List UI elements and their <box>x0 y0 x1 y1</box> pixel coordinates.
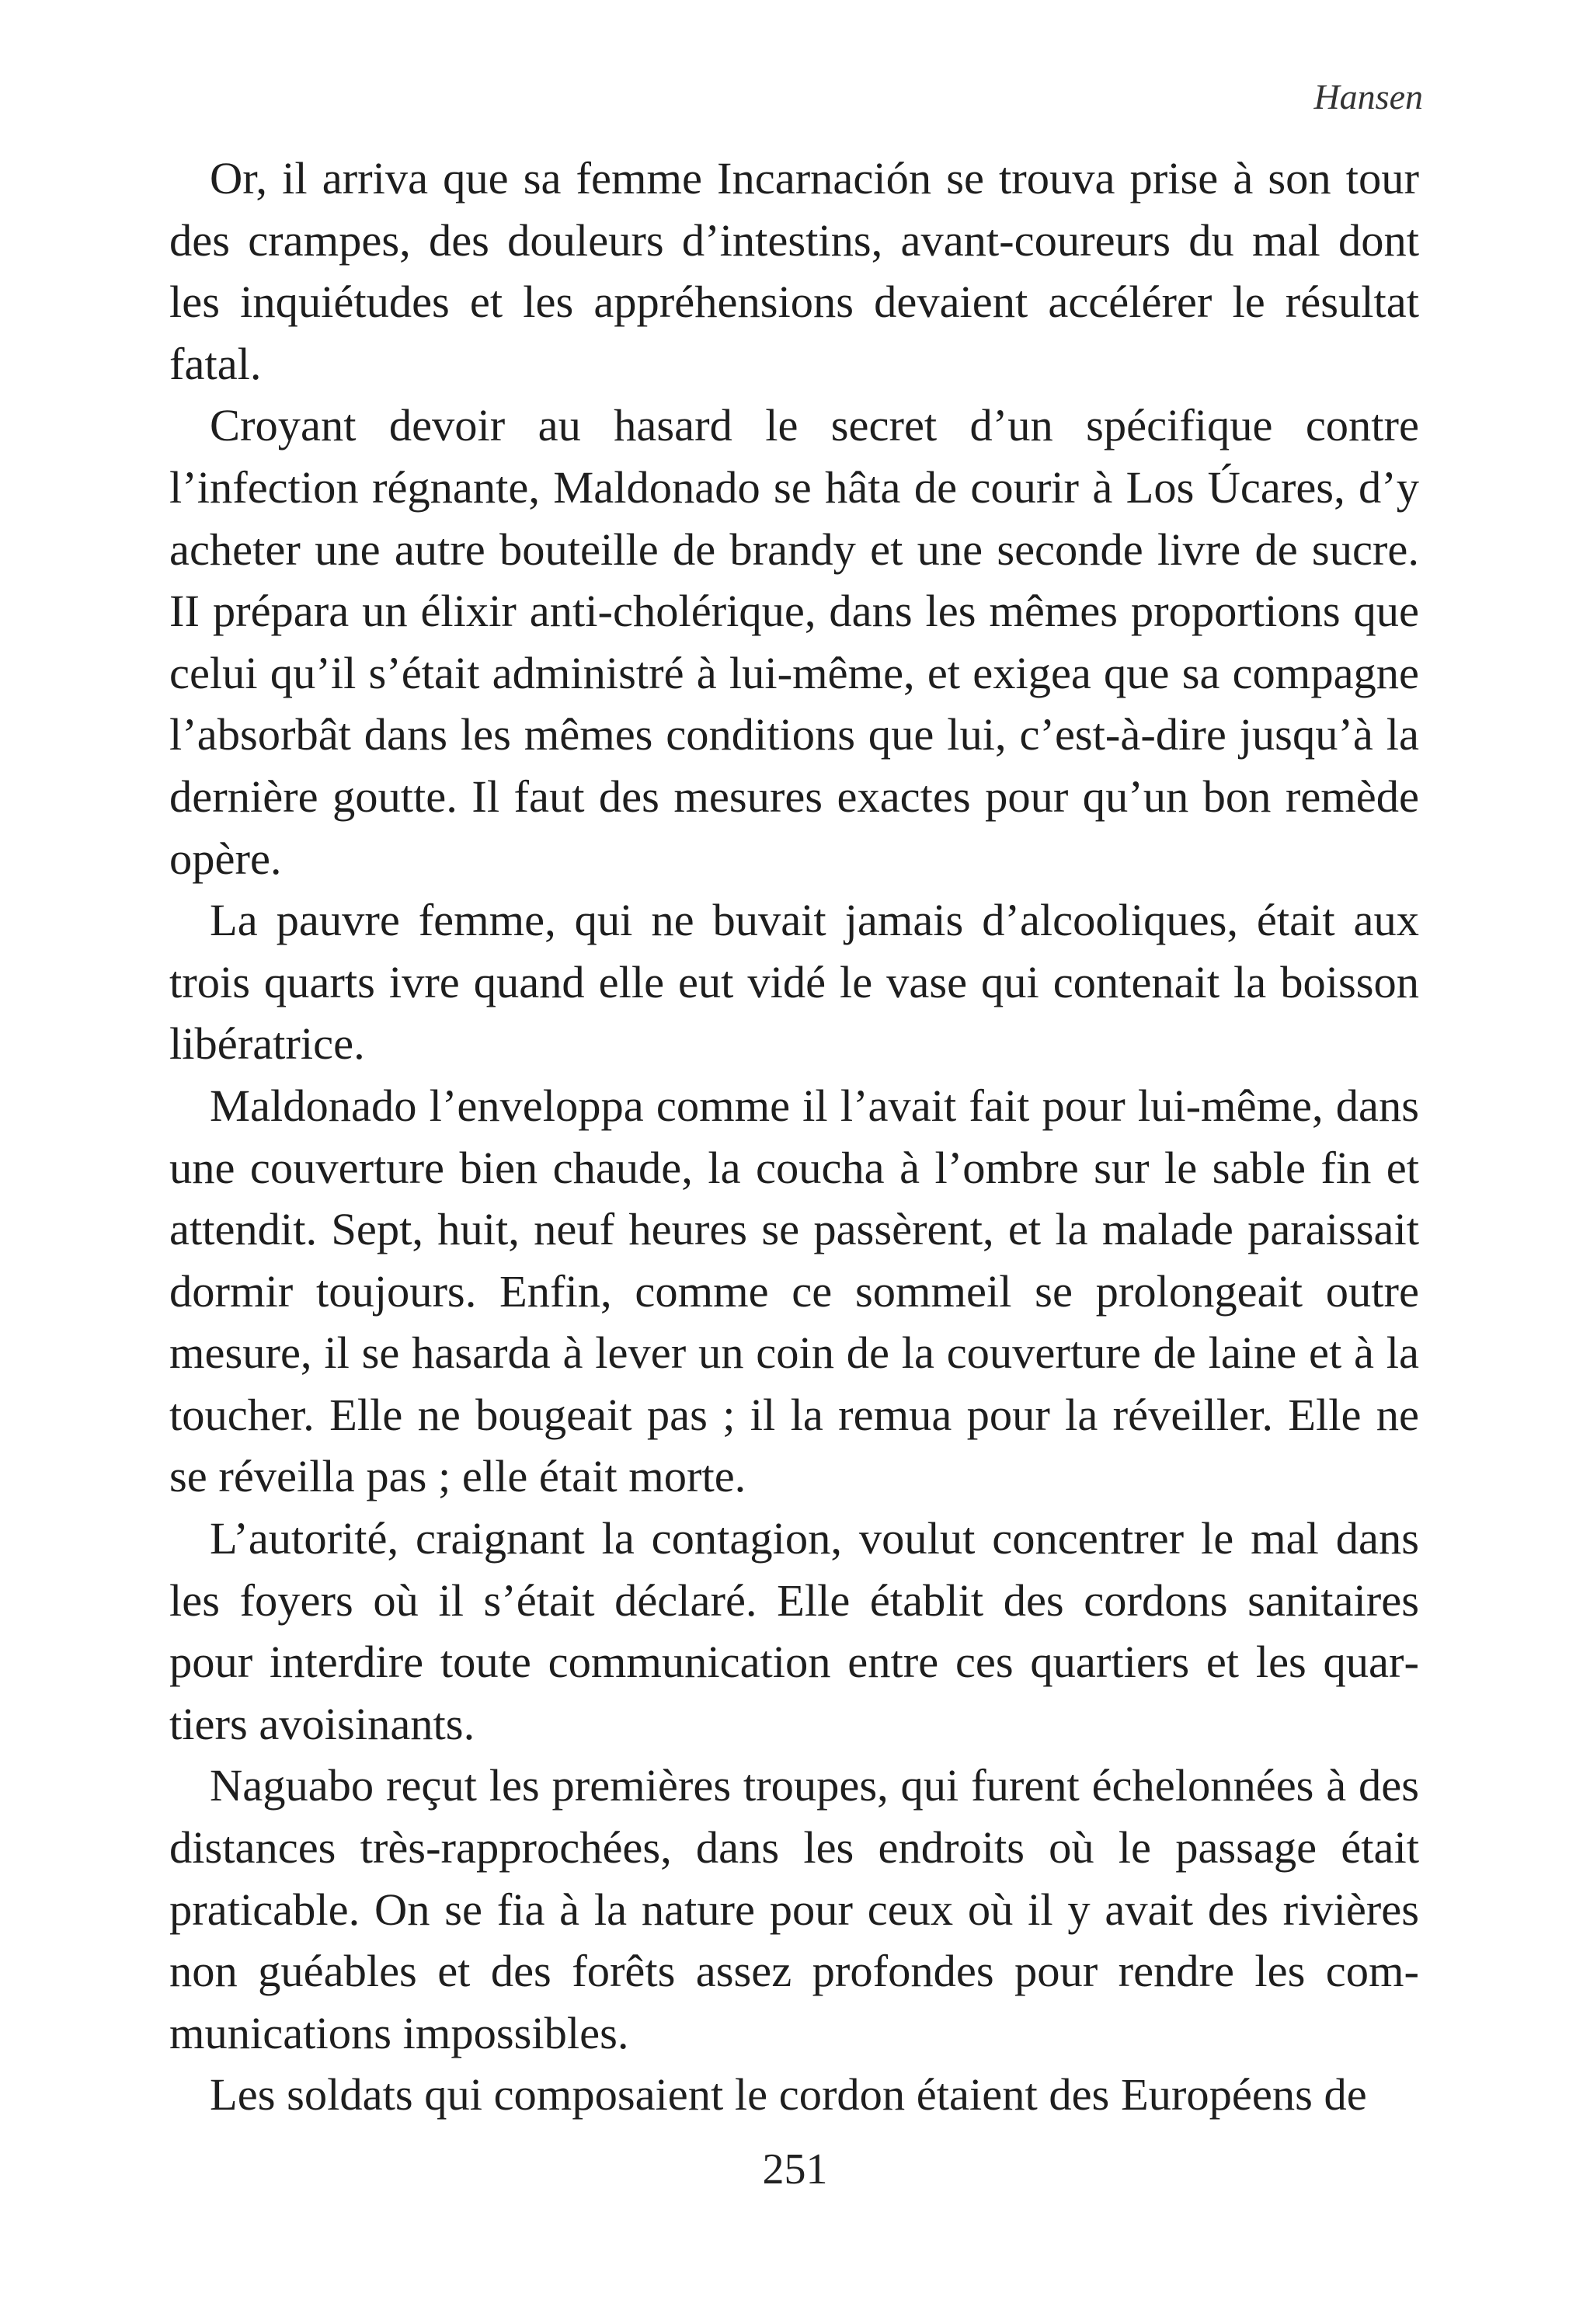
running-header: Hansen <box>1313 77 1423 117</box>
paragraph-3: La pauvre femme, qui ne buvait jamais d’alcooliques, était aux trois quarts ivre quand elle eut vidé le vase qui contenait la boisson libératrice. <box>169 895 1419 1070</box>
paragraph-7: Les soldats qui composaient le cordon étaient des Européens de <box>210 2069 1367 2120</box>
body-text <box>169 148 1419 2126</box>
page-number: 251 <box>762 2145 828 2194</box>
paragraph-4: Maldonado l’enveloppa comme il l’avait fait pour lui-même, dans une couverture bien chaude, la coucha à l’ombre sur le sable fin et attendit. Sept, huit, neuf heures se passèrent, et la malade paraissait dormir toujours. Enfin, comme ce sommeil se prolongeait outre mesure, il se hasarda à lever un coin de la couverture de laine et à la toucher. Elle ne bougeait pas ; il la remua pour la réveiller. Elle ne se réveilla pas ; elle était morte. <box>169 1080 1419 1502</box>
paragraph-6: Naguabo reçut les premières troupes, qui furent échelonnées à des distances très-rapprochées, dans les endroits où le passage était praticable. On se fia à la nature pour ceux où il y avait des rivières non guéables et des forêts assez profondes pour rendre les communications impossibles. <box>169 1760 1419 2058</box>
paragraph-5: L’autorité, craignant la contagion, voulut concentrer le mal dans les foyers où il s’était déclaré. Elle établit des cordons sanitaires pour interdire toute communication entre ces quartiers et les quartiers avoisinants. <box>169 1513 1419 1749</box>
paragraph-2: Croyant devoir au hasard le secret d’un spécifique contre l’infection régnante, Maldonado se hâta de courir à Los Úcares, d’y acheter une autre bouteille de brandy et une seconde livre de sucre. II prépara un élixir anti-cholérique, dans les mêmes proportions que celui qu’il s’était administré à lui-même, et exigea que sa compagne l’absorbât dans les mêmes conditions que lui, c’est-à-dire jusqu’à la dernière goutte. Il faut des mesures exactes pour qu’un bon remède opère. <box>169 400 1419 884</box>
paragraph-1: Or, il arriva que sa femme Incarnación se trouva prise à son tour des crampes, des douleurs d’intestins, avant-coureurs du mal dont les inquiétudes et les appréhensions devaient accélérer le résultat fatal. <box>169 153 1419 389</box>
